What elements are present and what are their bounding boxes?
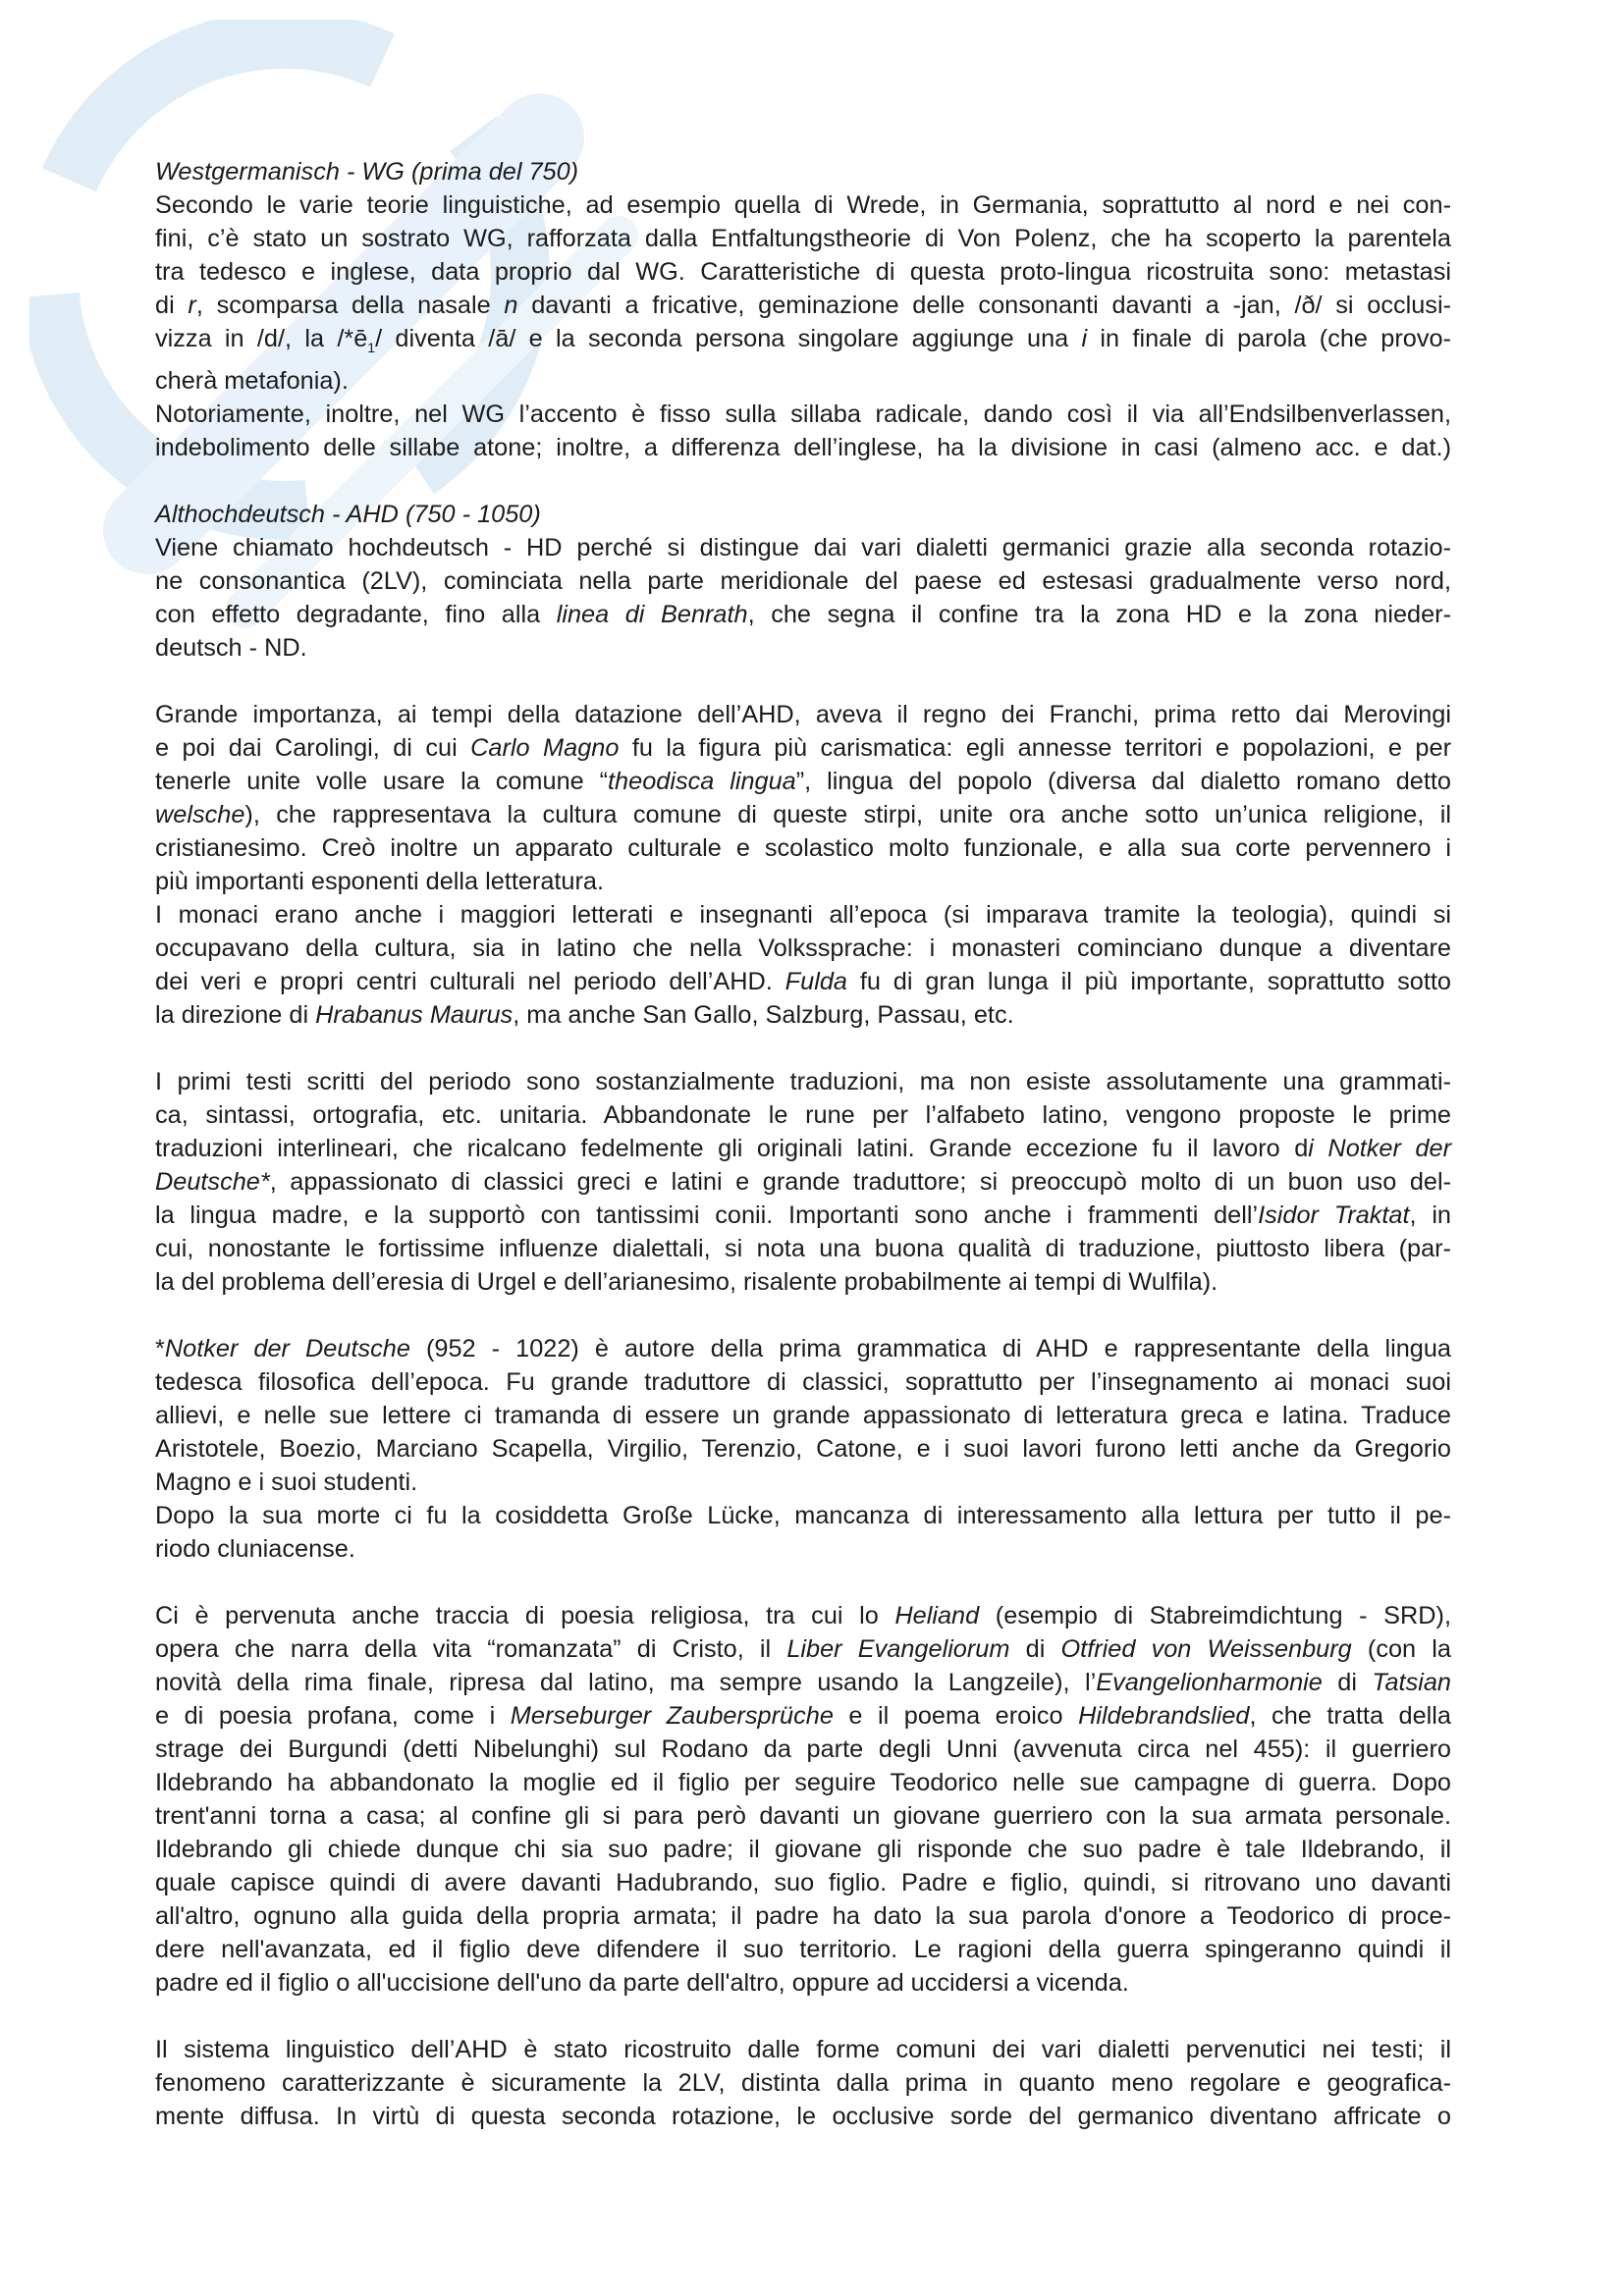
text-line: ne consonantica (2LV), cominciata nella parte meridionale del paese ed estesasi gradualmente verso nord, [155, 567, 1451, 596]
text-line: opera che narra della vita “romanzata” di Cristo, il Liber Evangeliorum di Otfried von Weissenburg (con la [155, 1635, 1451, 1664]
text-line: Notoriamente, inoltre, nel WG l’accento è fisso sulla sillaba radicale, dando così il via all’Endsilbenverlassen, [155, 400, 1451, 429]
text-line: Secondo le varie teorie linguistiche, ad esempio quella di Wrede, in Germania, soprattutto al nord e nei con- [155, 191, 1451, 219]
text-line: Aristotele, Boezio, Marciano Scapella, Virgilio, Terenzio, Catone, e i suoi lavori furono letti anche da Gregorio [155, 1435, 1451, 1464]
text-line: più importanti esponenti della letteratura. [155, 868, 605, 896]
text-line: e poi dai Carolingi, di cui Carlo Magno fu la figura più carismatica: egli annesse territori e popolazioni, e per [155, 734, 1451, 763]
text-line: indebolimento delle sillabe atone; inoltre, a differenza dell’inglese, ha la divisione in casi (almeno acc. e dat.) [155, 434, 1451, 462]
text-line: padre ed il figlio o all'uccisione dell'uno da parte dell'altro, oppure ad uccidersi a vicenda. [155, 1969, 1129, 1998]
text-line: deutsch - ND. [155, 634, 307, 663]
text-line: fenomeno caratterizzante è sicuramente la 2LV, distinta dalla prima in quanto meno regolare e geografica- [155, 2069, 1451, 2098]
text-line: di r, scomparsa della nasale n davanti a fricative, geminazione delle consonanti davanti a -jan, /ð/ si occlusi- [155, 292, 1451, 319]
text-line: occupavano della cultura, sia in latino che nella Volkssprache: i monasteri cominciano dunque a diventare [155, 934, 1451, 963]
text-line: e di poesia profana, come i Merseburger Zaubersprüche e il poema eroico Hildebrandslied, che tratta della [155, 1702, 1451, 1731]
text-line: tra tedesco e inglese, data proprio dal WG. Caratteristiche di questa proto-lingua ricostruita sono: metastasi [155, 258, 1451, 286]
section-heading: Althochdeutsch - AHD (750 - 1050) [155, 501, 541, 529]
text-line: Dopo la sua morte ci fu la cosiddetta Große Lücke, mancanza di interessamento alla lettura per tutto il pe- [155, 1502, 1451, 1530]
text-line: trent'anni torna a casa; al confine gli si para però davanti un giovane guerriero con la sua armata personale. [155, 1802, 1451, 1831]
text-line: riodo cluniacense. [155, 1535, 355, 1564]
text-line: all'altro, ognuno alla guida della propria armata; il padre ha dato la sua parola d'onore a Teodorico di proce- [155, 1902, 1451, 1931]
paragraph-primi-testi [155, 1065, 1451, 1299]
section-westgermanisch [155, 155, 1451, 464]
paragraph-poesia [155, 1599, 1451, 2000]
text-line: tedesca filosofica dell’epoca. Fu grande traduttore di classici, soprattutto per l’insegnamento ai monaci suoi [155, 1368, 1451, 1397]
text-line: allievi, e nelle sue lettere ci tramanda di essere un grande appassionato di letteratura greca e latina. Traduce [155, 1402, 1451, 1430]
section-heading: Westgermanisch - WG (prima del 750) [155, 158, 579, 186]
text-line: mente diffusa. In virtù di questa seconda rotazione, le occlusive sorde del germanico diventano affricate o [155, 2103, 1451, 2131]
text-line: Ildebrando ha abbandonato la moglie ed il figlio per seguire Teodorico nelle sue campagne di guerra. Dopo [155, 1769, 1451, 1797]
text-line: novità della rima finale, ripresa dal latino, ma sempre usando la Langzeile), l’Evangelionharmonie di Tatsian [155, 1669, 1451, 1697]
text-line: vizza in /d/, la $/*ē_1/$ diventa /ā/ e la seconda persona singolare aggiunge una i in finale di parola (che provo- [155, 325, 1451, 356]
text-line: I primi testi scritti del periodo sono sostanzialmente traduzioni, ma non esiste assolutamente una grammati- [155, 1068, 1451, 1096]
section-althochdeutsch [155, 498, 1451, 665]
text-line: dere nell'avanzata, ed il figlio deve difendere il suo territorio. Le ragioni della guerra spingeranno quindi il [155, 1936, 1451, 1964]
text-line: I monaci erano anche i maggiori letterati e insegnanti all’epoca (si imparava tramite la teologia), quindi si [155, 901, 1451, 930]
text-line: Il sistema linguistico dell’AHD è stato ricostruito dalle forme comuni dei vari dialetti pervenutici nei testi; il [155, 2036, 1451, 2064]
text-line: strage dei Burgundi (detti Nibelunghi) sul Rodano da parte degli Unni (avvenuta circa nel 455): il guerriero [155, 1735, 1451, 1764]
document-page [155, 155, 1451, 2133]
text-line: Deutsche*, appassionato di classici greci e latini e grande traduttore; si preoccupò molto di un buon uso del- [155, 1168, 1451, 1197]
text-line: Viene chiamato hochdeutsch - HD perché si distingue dai vari dialetti germanici grazie alla seconda rotazio- [155, 534, 1451, 562]
paragraph-sistema [155, 2033, 1451, 2133]
text-line: tenerle unite volle usare la comune “theodisca lingua”, lingua del popolo (diversa dal dialetto romano detto [155, 768, 1451, 796]
text-line: cherà metafonia). [155, 367, 349, 396]
text-line: la direzione di Hrabanus Maurus, ma anche San Gallo, Salzburg, Passau, etc. [155, 1001, 1014, 1030]
text-line: cui, nonostante le fortissime influenze dialettali, si nota una buona qualità di traduzione, piuttosto libera (par- [155, 1235, 1451, 1263]
text-line: la lingua madre, e la supportò con tantissimi conii. Importanti sono anche i frammenti dell’Isidor Traktat, in [155, 1201, 1452, 1230]
text-line: la del problema dell’eresia di Urgel e dell’arianesimo, risalente probabilmente ai tempi di Wulfila). [155, 1268, 1218, 1297]
text-line: Grande importanza, ai tempi della datazione dell’AHD, aveva il regno dei Franchi, prima retto dai Merovingi [155, 701, 1451, 729]
paragraph-franchi [155, 698, 1451, 1032]
paragraph-notker [155, 1332, 1451, 1566]
text-line: con effetto degradante, fino alla linea di Benrath, che segna il confine tra la zona HD e la zona nieder- [155, 601, 1451, 629]
text-line: Ci è pervenuta anche traccia di poesia religiosa, tra cui lo Heliand (esempio di Stabreimdichtung - SRD), [155, 1602, 1452, 1630]
text-line: dei veri e propri centri culturali nel periodo dell’AHD. Fulda fu di gran lunga il più importante, soprattutto sotto [155, 968, 1451, 996]
text-line: fini, c’è stato un sostrato WG, rafforzata dalla Entfaltungstheorie di Von Polenz, che ha scoperto la parentela [155, 225, 1451, 252]
text-line: Ildebrando gli chiede dunque chi sia suo padre; il giovane gli risponde che suo padre è tale Ildebrando, il [155, 1836, 1451, 1864]
text-line: *Notker der Deutsche (952 - 1022) è autore della prima grammatica di AHD e rappresentante della lingua [155, 1335, 1452, 1363]
text-line: quale capisce quindi di avere davanti Hadubrando, suo figlio. Padre e figlio, quindi, si ritrovano uno davanti [155, 1869, 1451, 1897]
text-line: Magno e i suoi studenti. [155, 1468, 418, 1497]
text-line: cristianesimo. Creò inoltre un apparato culturale e scolastico molto funzionale, e alla sua corte pervennero i [155, 834, 1451, 863]
text-line: traduzioni interlineari, che ricalcano fedelmente gli originali latini. Grande eccezione fu il lavoro di Notker der [155, 1135, 1451, 1163]
text-line: ca, sintassi, ortografia, etc. unitaria. Abbandonate le rune per l’alfabeto latino, vengono proposte le prime [155, 1101, 1451, 1130]
text-line: welsche), che rappresentava la cultura comune di queste stirpi, unite ora anche sotto un’unica religione, il [155, 801, 1451, 829]
